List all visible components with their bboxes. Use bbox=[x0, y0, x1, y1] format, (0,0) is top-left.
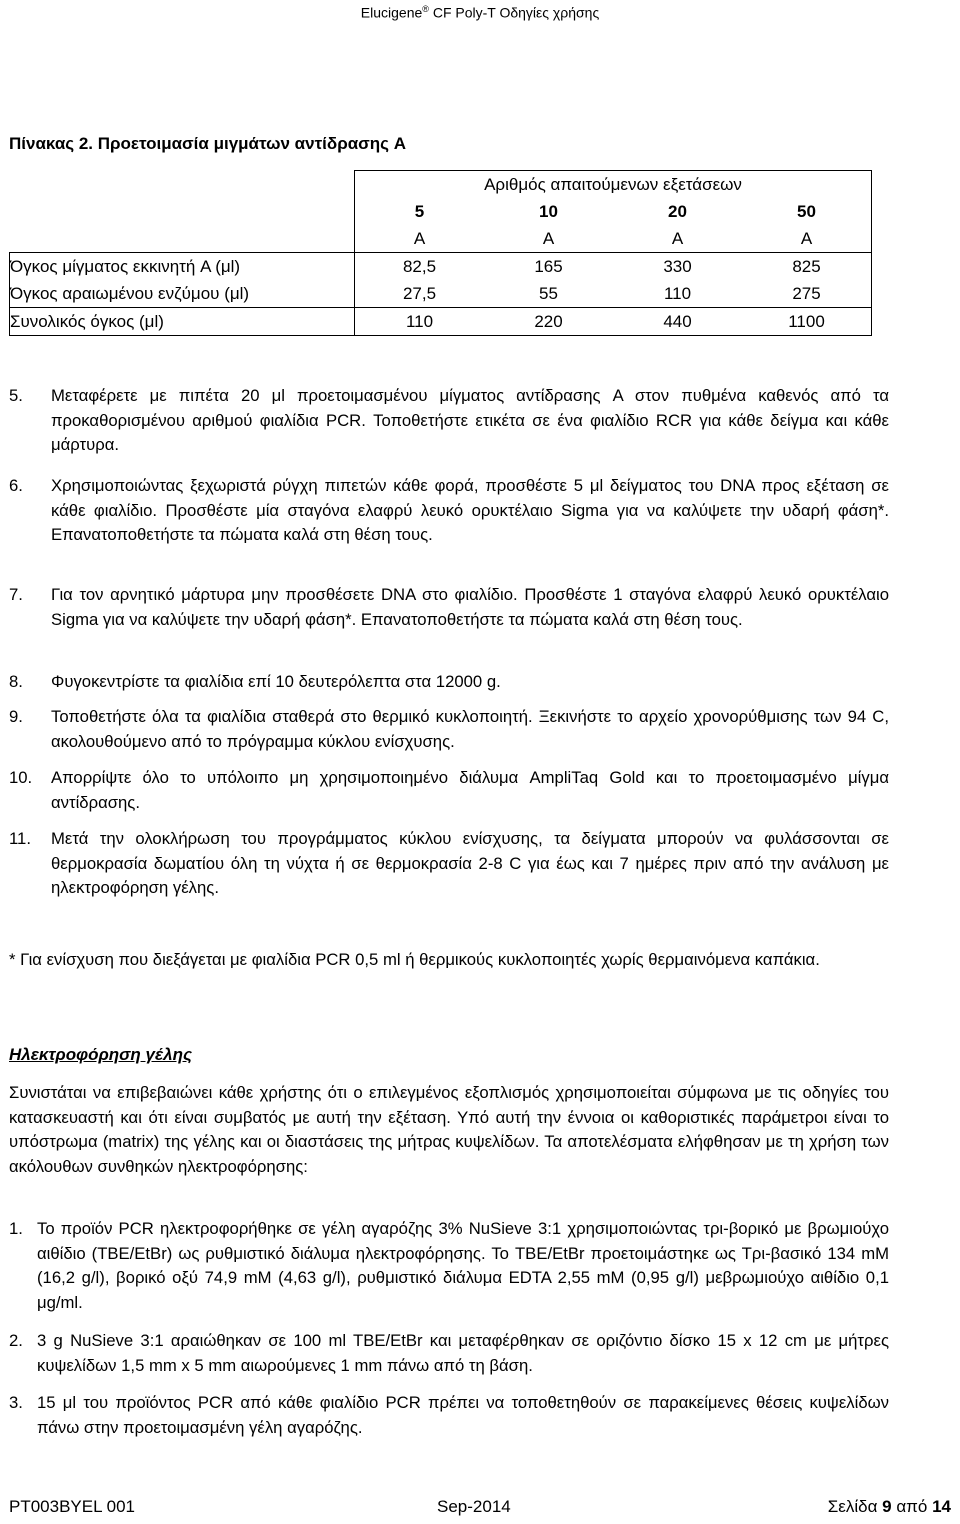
step-number: 11. bbox=[9, 829, 31, 848]
step-number: 8. bbox=[9, 672, 23, 691]
table-cell: 1100 bbox=[742, 308, 872, 336]
table-row bbox=[10, 198, 872, 225]
item-number: 1. bbox=[9, 1219, 23, 1238]
reaction-mix-table bbox=[9, 170, 872, 336]
item-text: 15 μl του προϊόντος PCR από κάθε φιαλίδιο PCR πρέπει να τοποθετηθούν σε παρακείμενες θέσεις κυψελίδων πάνω στην προετοιμασμένη γέλη αγαρόζης. bbox=[37, 1393, 889, 1437]
table-row bbox=[10, 280, 872, 308]
document-code: PT003BYEL 001 bbox=[9, 1497, 136, 1516]
table-cell: 82,5 bbox=[355, 253, 485, 281]
tests-required-header: Αριθμός απαιτούμενων εξετάσεων bbox=[355, 171, 872, 199]
page-prefix: Σελίδα bbox=[827, 1497, 883, 1516]
page-mid: από bbox=[891, 1497, 933, 1516]
table-cell: 330 bbox=[613, 253, 742, 281]
table-cell: 165 bbox=[484, 253, 613, 281]
row-label: Συνολικός όγκος (μl) bbox=[10, 308, 355, 336]
document-date: Sep-2014 bbox=[437, 1497, 511, 1516]
table-row bbox=[10, 225, 872, 253]
table-cell: 825 bbox=[742, 253, 872, 281]
step-number: 9. bbox=[9, 707, 23, 726]
column-header: 20 bbox=[668, 202, 687, 221]
footnote: * Για ενίσχυση που διεξάγεται με φιαλίδια PCR 0,5 ml ή θερμικούς κυκλοποιητές χωρίς θερμαινόμενα καπάκια. bbox=[9, 950, 820, 969]
current-page: 9 bbox=[882, 1497, 892, 1516]
item-number: 2. bbox=[9, 1331, 23, 1350]
registered-mark: ® bbox=[422, 4, 429, 14]
column-header: 10 bbox=[539, 202, 558, 221]
item-text: Το προϊόν PCR ηλεκτροφορήθηκε σε γέλη αγαρόζης 3% NuSieve 3:1 χρησιμοποιώντας τρι-βορικό με βρωμιούχο αιθίδιο (TBE/EtBr) ως ρυθμιστικό διάλυμα ηλεκτροφόρησης. Το TBE/EtBr προετοιμάστηκε ως Τρι-βασικό 134 mM (16,2 g/l), βορικό οξύ 74,9 mM (4,63 g/l), ρυθμιστικό διάλυμα EDTA 2,55 mM (0,95 g/l) μεβρωμιούχο αιθίδιο 0,1 μg/ml. bbox=[37, 1219, 889, 1312]
step-text: Φυγοκεντρίστε τα φιαλίδια επί 10 δευτερόλεπτα στα 12000 g. bbox=[51, 672, 501, 691]
header-brand: Elucigene bbox=[360, 4, 423, 21]
section-intro: Συνιστάται να επιβεβαιώνει κάθε χρήστης ότι ο επιλεγμένος εξοπλισμός χρησιμοποιείται σύμφωνα με τις οδηγίες του κατασκευαστή και ότι είναι συμβατός με αυτή την εξέταση. Υπό αυτή την έννοια οι καθοριστικές παράμετροι είναι το υπόστρωμα (matrix) της γέλης και οι διαστάσεις της μήτρας κυψελίδων. Τα αποτελέσματα ελήφθησαν με τη χρήση των ακόλουθων συνθηκών ηλεκτροφόρησης: bbox=[9, 1083, 889, 1176]
step-text: Μεταφέρετε με πιπέτα 20 μl προετοιμασμένου μίγματος αντίδρασης A στον πυθμένα καθενός από τα προκαθορισμένου αριθμού φιαλίδια PCR. Τοποθετήστε ετικέτα σε ένα φιαλίδιο RCR για κάθε δείγμα και κάθε μάρτυρα. bbox=[51, 386, 889, 455]
table-cell: 55 bbox=[539, 284, 558, 303]
step-number: 5. bbox=[9, 386, 23, 405]
mix-cell: A bbox=[742, 225, 872, 253]
row-label: Όγκος μίγματος εκκινητή A (μl) bbox=[10, 253, 355, 281]
row-label: Όγκος αραιωμένου ενζύμου (μl) bbox=[10, 280, 355, 308]
table-cell: 110 bbox=[663, 284, 692, 303]
column-header: 50 bbox=[742, 198, 872, 225]
column-header: 5 bbox=[355, 198, 485, 225]
mix-cell: A bbox=[671, 229, 684, 248]
step-number: 6. bbox=[9, 476, 23, 495]
step-number: 10. bbox=[9, 768, 33, 787]
step-text: Μετά την ολοκλήρωση του προγράμματος κύκλου ενίσχυσης, τα δείγματα μπορούν να φυλάσσονται σε θερμοκρασία δωματίου όλη τη νύχτα ή σε θερμοκρασία 2-8 C για έως και 7 ημέρες πριν από την ανάλυση με ηλεκτροφόρηση γέλης. bbox=[51, 829, 889, 898]
step-text: Απορρίψτε όλο το υπόλοιπο μη χρησιμοποιημένο διάλυμα AmpliTaq Gold και το προετοιμασμένο μίγμα αντίδρασης. bbox=[51, 768, 889, 812]
table-cell: 110 bbox=[355, 308, 485, 336]
table-cell: 220 bbox=[484, 308, 613, 336]
item-number: 3. bbox=[9, 1393, 23, 1412]
table-caption: Πίνακας 2. Προετοιμασία μιγμάτων αντίδρασης A bbox=[9, 134, 407, 153]
page-header bbox=[0, 0, 960, 22]
item-text: 3 g NuSieve 3:1 αραιώθηκαν σε 100 ml TBE/EtBr και μεταφέρθηκαν σε οριζόντιο δίσκο 15 x 12 cm με μήτρες κυψελίδων 1,5 mm x 5 mm αιωρούμενες 1 mm πάνω από τη βάση. bbox=[37, 1331, 889, 1375]
section-title: Ηλεκτροφόρηση γέλης bbox=[9, 1045, 192, 1064]
mix-cell: A bbox=[542, 229, 555, 248]
mix-cell: A bbox=[355, 225, 485, 253]
step-number: 7. bbox=[9, 585, 23, 604]
table-cell: 440 bbox=[613, 308, 742, 336]
header-title: CF Poly-T Οδηγίες χρήσης bbox=[428, 4, 600, 21]
table-row bbox=[10, 308, 872, 336]
table-cell: 275 bbox=[742, 280, 872, 308]
total-pages: 14 bbox=[932, 1497, 951, 1516]
table-cell: 27,5 bbox=[355, 280, 485, 308]
table-row bbox=[10, 253, 872, 281]
step-text: Για τον αρνητικό μάρτυρα μην προσθέσετε DNA στο φιαλίδιο. Προσθέστε 1 σταγόνα ελαφρύ λευκό ορυκτέλαιο Sigma για να καλύψετε την υδαρή φάση*. Επανατοποθετήστε τα πώματα καλά στη θέση τους. bbox=[51, 585, 889, 629]
step-text: Τοποθετήστε όλα τα φιαλίδια σταθερά στο θερμικό κυκλοποιητή. Ξεκινήστε το αρχείο χρονορύθμισης των 94 C, ακολουθούμενο από το πρόγραμμα κύκλου ενίσχυσης. bbox=[51, 707, 889, 751]
step-text: Χρησιμοποιώντας ξεχωριστά ρύγχη πιπετών κάθε φορά, προσθέστε 5 μl δείγματος του DNA προς εξέταση σε κάθε φιαλίδιο. Προσθέστε μία σταγόνα ελαφρύ λευκό ορυκτέλαιο Sigma για να καλύψετε την υδαρή φάση*. Επανατοποθετήστε τα πώματα καλά στη θέση τους. bbox=[51, 476, 889, 545]
page-number bbox=[828, 1497, 951, 1517]
